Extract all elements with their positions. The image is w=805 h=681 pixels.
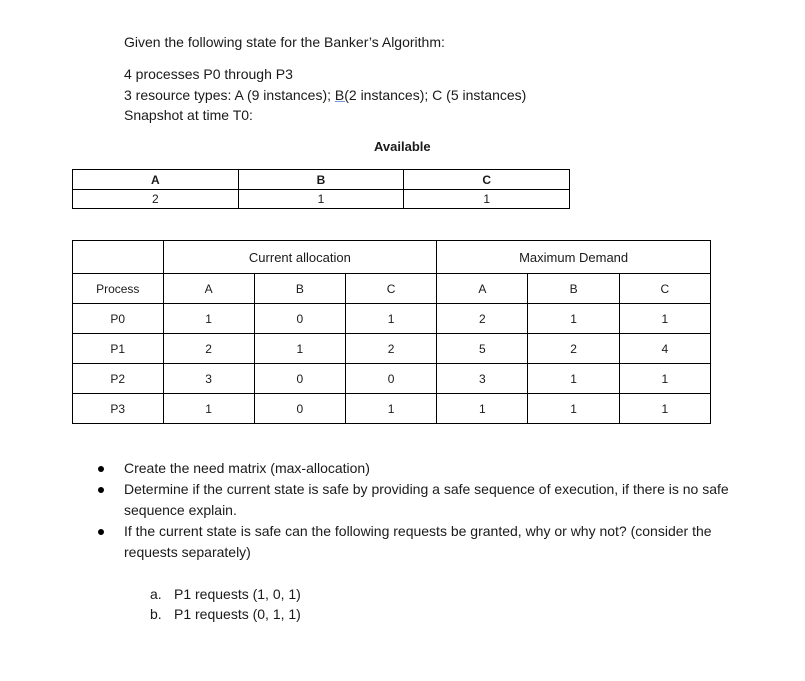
process-name: P1 — [73, 334, 164, 364]
request-marker: a. — [150, 586, 162, 602]
max-b-value: 1 — [528, 394, 619, 424]
bullet-icon — [98, 466, 104, 472]
table-row — [73, 304, 711, 334]
bullet-icon — [98, 487, 104, 493]
alloc-b-value: 1 — [254, 334, 345, 364]
current-allocation-header: Current allocation — [163, 241, 437, 274]
alloc-a-value: 3 — [163, 364, 254, 394]
available-value-b: 1 — [238, 190, 404, 209]
available-value-c: 1 — [404, 190, 570, 209]
available-value-a: 2 — [73, 190, 239, 209]
available-title: Available — [374, 139, 431, 154]
process-header: Process — [73, 274, 164, 304]
available-value-row — [73, 190, 570, 209]
list-item — [150, 604, 301, 624]
alloc-b-value: 0 — [254, 394, 345, 424]
bullet-icon — [98, 529, 104, 535]
list-item — [98, 521, 738, 563]
max-a-header: A — [437, 274, 528, 304]
max-b-value: 1 — [528, 304, 619, 334]
alloc-c-value: 1 — [345, 394, 436, 424]
alloc-c-value: 0 — [345, 364, 436, 394]
list-item — [98, 479, 738, 521]
available-table — [72, 169, 570, 209]
max-b-value: 2 — [528, 334, 619, 364]
column-header-row — [73, 274, 711, 304]
resource-types-text-a: 3 resource types: A (9 instances); — [124, 87, 335, 103]
process-name: P2 — [73, 364, 164, 394]
blank-header-cell — [73, 241, 164, 274]
request-text: P1 requests (0, 1, 1) — [174, 606, 301, 622]
resource-types-text-b: B( — [334, 87, 349, 103]
max-b-value: 1 — [528, 364, 619, 394]
alloc-b-header: B — [254, 274, 345, 304]
request-list — [150, 584, 301, 624]
max-a-value: 2 — [437, 304, 528, 334]
max-c-header: C — [619, 274, 710, 304]
process-name: P3 — [73, 394, 164, 424]
task-text: Determine if the current state is safe by providing a safe sequence of execution, if there is no safe sequence explain. — [124, 481, 729, 518]
task-text: Create the need matrix (max-allocation) — [124, 460, 370, 476]
available-header-c: C — [404, 170, 570, 190]
available-header-a: A — [73, 170, 239, 190]
task-list — [98, 458, 738, 563]
alloc-c-header: C — [345, 274, 436, 304]
table-row — [73, 394, 711, 424]
alloc-a-header: A — [163, 274, 254, 304]
request-text: P1 requests (1, 0, 1) — [174, 586, 301, 602]
processes-line: 4 processes P0 through P3 — [124, 66, 293, 82]
allocation-demand-table — [72, 240, 711, 424]
max-a-value: 1 — [437, 394, 528, 424]
alloc-a-value: 1 — [163, 394, 254, 424]
max-c-value: 4 — [619, 334, 710, 364]
table-row — [73, 334, 711, 364]
max-a-value: 3 — [437, 364, 528, 394]
available-header-row — [73, 170, 570, 190]
maximum-demand-header: Maximum Demand — [437, 241, 711, 274]
group-header-row — [73, 241, 711, 274]
table-row — [73, 364, 711, 394]
max-c-value: 1 — [619, 394, 710, 424]
available-header-b: B — [238, 170, 404, 190]
list-item — [150, 584, 301, 604]
max-b-header: B — [528, 274, 619, 304]
max-c-value: 1 — [619, 304, 710, 334]
alloc-c-value: 2 — [345, 334, 436, 364]
problem-title: Given the following state for the Banker’s Algorithm: — [124, 34, 445, 50]
alloc-a-value: 2 — [163, 334, 254, 364]
resource-types-line — [124, 87, 526, 103]
alloc-c-value: 1 — [345, 304, 436, 334]
alloc-a-value: 1 — [163, 304, 254, 334]
max-a-value: 5 — [437, 334, 528, 364]
snapshot-line: Snapshot at time T0: — [124, 107, 253, 123]
max-c-value: 1 — [619, 364, 710, 394]
process-name: P0 — [73, 304, 164, 334]
list-item — [98, 458, 738, 479]
alloc-b-value: 0 — [254, 364, 345, 394]
alloc-b-value: 0 — [254, 304, 345, 334]
task-text: If the current state is safe can the following requests be granted, why or why not? (consider the requests separately) — [124, 523, 712, 560]
resource-types-text-c: 2 instances); C (5 instances) — [348, 87, 527, 103]
request-marker: b. — [150, 606, 162, 622]
